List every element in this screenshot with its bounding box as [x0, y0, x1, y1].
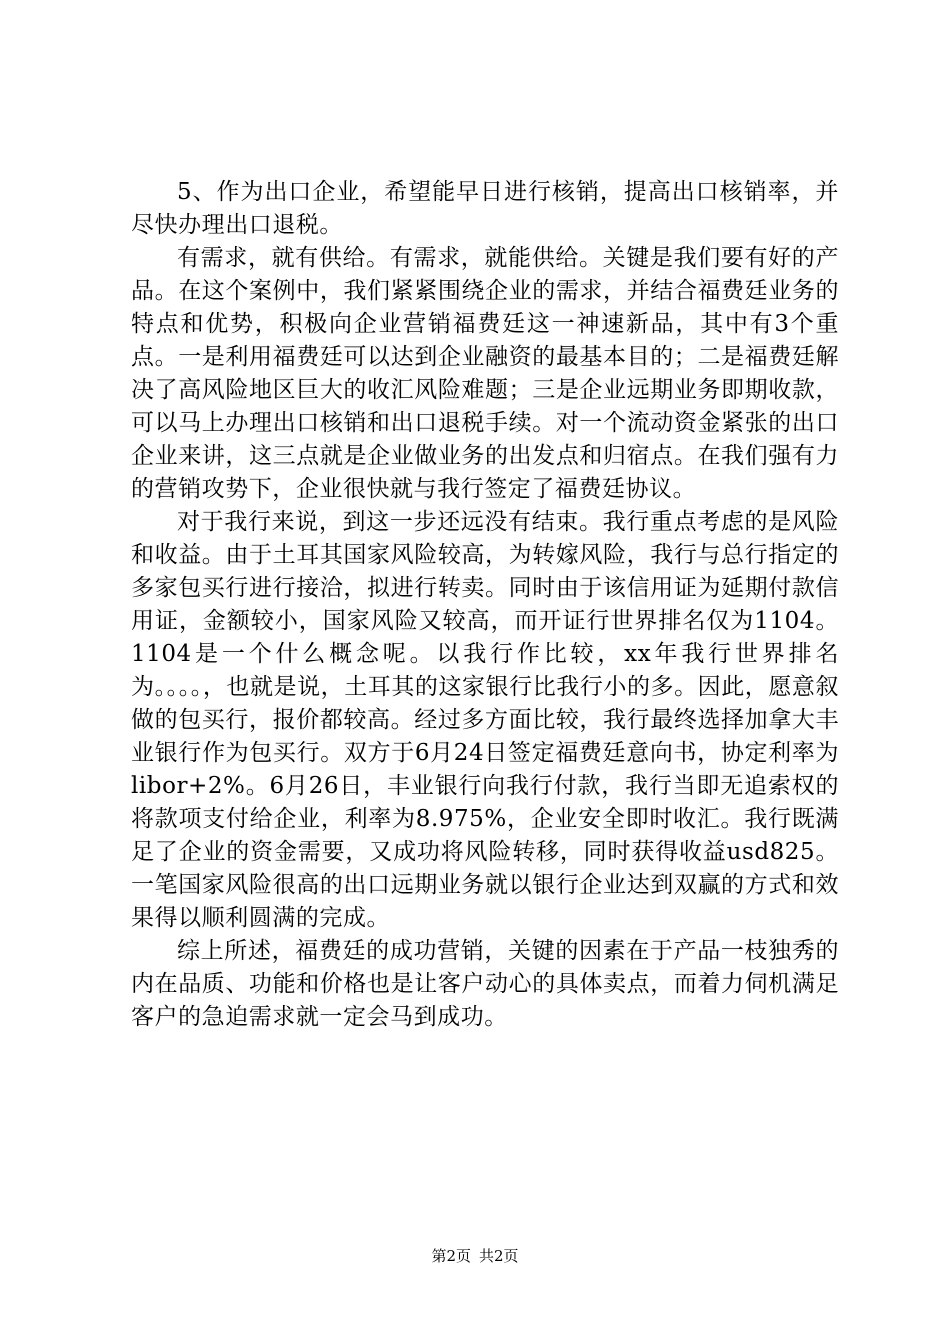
page-number-current: 第2页: [431, 1247, 471, 1265]
document-body: [131, 176, 839, 1034]
paragraph-1: 5、作为出口企业，希望能早日进行核销，提高出口核销率，并尽快办理出口退税。: [131, 179, 839, 238]
paragraph-3: 对于我行来说，到这一步还远没有结束。我行重点考虑的是风险和收益。由于土耳其国家风险较高，为转嫁风险，我行与总行指定的多家包买行进行接洽，拟进行转卖。同时由于该信用证为延期付款信用证，金额较小，国家风险又较高，而开证行世界排名仅为1104。1104是一个什么概念呢。以我行作比较，xx年我行世界排名为。。。。，也就是说，土耳其的这家银行比我行小的多。因此，愿意叙做的包买行，报价都较高。经过多方面比较，我行最终选择加拿大丰业银行作为包买行。双方于6月24日签定福费廷意向书，协定利率为libor+2%。6月26日，丰业银行向我行付款，我行当即无追索权的将款项支付给企业，利率为8.975%，企业安全即时收汇。我行既满足了企业的资金需要，又成功将风险转移，同时获得收益usd825。一笔国家风险很高的出口远期业务就以银行企业达到双赢的方式和效果得以顺利圆满的完成。: [131, 509, 839, 931]
page-number-total: 共2页: [479, 1247, 519, 1265]
paragraph-4: 综上所述，福费廷的成功营销，关键的因素在于产品一枝独秀的内在品质、功能和价格也是让客户动心的具体卖点，而着力伺机满足客户的急迫需求就一定会马到成功。: [131, 938, 839, 1030]
paragraph-2: 有需求，就有供给。有需求，就能供给。关键是我们要有好的产品。在这个案例中，我们紧紧围绕企业的需求，并结合福费廷业务的特点和优势，积极向企业营销福费廷这一神速新品，其中有3个重点。一是利用福费廷可以达到企业融资的最基本目的；二是福费廷解决了高风险地区巨大的收汇风险难题；三是企业远期业务即期收款，可以马上办理出口核销和出口退税手续。对一个流动资金紧张的出口企业来讲，这三点就是企业做业务的出发点和归宿点。在我们强有力的营销攻势下，企业很快就与我行签定了福费廷协议。: [131, 245, 839, 502]
page-footer: [0, 1246, 950, 1266]
